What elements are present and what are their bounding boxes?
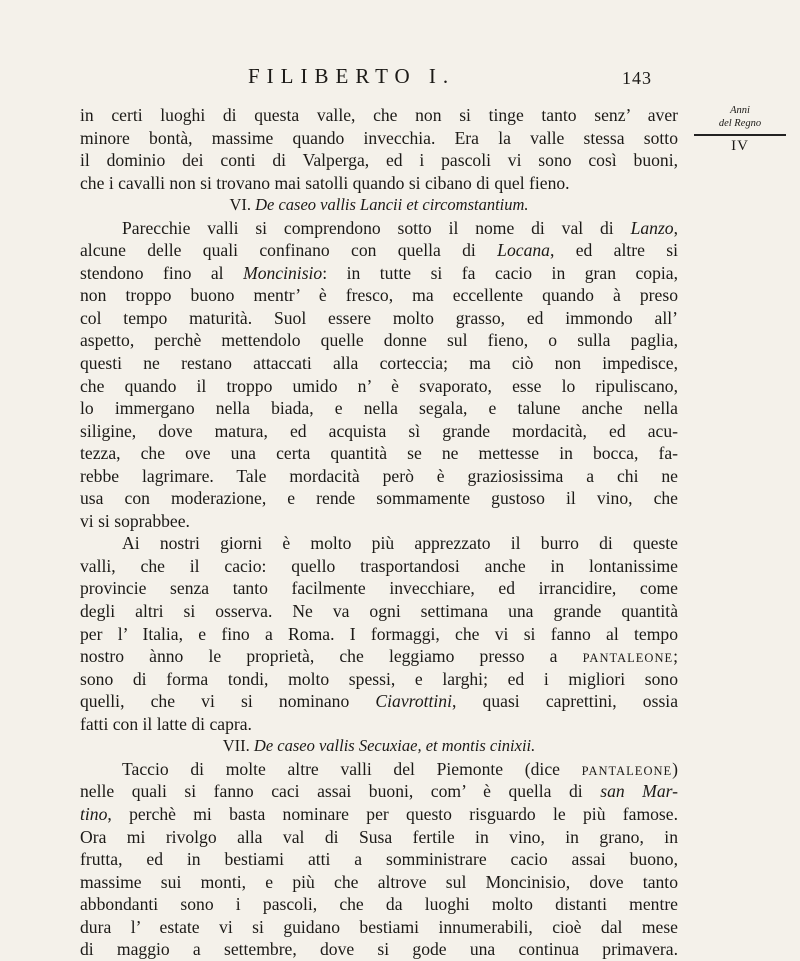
text-line: usa con moderazione, e rende sommamente gustoso il vino, che	[80, 488, 678, 509]
text-line: di maggio a settembre, dove si gode una continua primavera.	[80, 939, 678, 960]
margin-regnal-year: IV	[731, 138, 749, 154]
text-line: provincie senza tanto facilmente invecchiare, ed irrancidire, come	[80, 578, 678, 599]
text-line: che quando il troppo umido n’ è svaporato, esse lo ripuliscano,	[80, 375, 678, 396]
text-line: abbondanti sono i pascoli, che da luoghi molto distanti mentre	[80, 894, 678, 915]
text-line: vi si soprabbee.	[80, 510, 190, 531]
text-line: quelli, che vi si nominano Ciavrottini, quasi caprettini, ossia	[80, 691, 678, 712]
text-line: degli altri si osserva. Ne va ogni settimana una grande quantità	[80, 601, 678, 622]
text-line: il dominio dei conti di Valperga, ed i pascoli vi sono così buoni,	[80, 150, 678, 171]
text-line: per l’ Italia, e fino a Roma. I formaggi, che vi si fanno al tempo	[80, 623, 678, 644]
text-line: valli, che il cacio: quello trasportandosi anche in lontanissime	[80, 555, 678, 576]
text-line: siligine, dove matura, ed acquista sì grande mordacità, ed acu-	[80, 420, 678, 441]
text-line: tezza, che ove una certa quantità se ne mettesse in bocca, fa-	[80, 443, 678, 464]
section-heading: VI. De caseo vallis Lancii et circomstantium.	[229, 195, 529, 215]
text-line: lo immergano nella biada, e nella segala, e talune anche nella	[80, 398, 678, 419]
text-line: che i cavalli non si trovano mai satolli quando si cibano di quel fieno.	[80, 172, 570, 193]
text-line: alcune delle quali confinano con quella di Locana, ed altre si	[80, 240, 678, 261]
text-line: rebbe lagrimare. Tale mordacità però è graziosissima a chi ne	[80, 465, 678, 486]
text-line: minore bontà, massime quando invecchia. Era la valle stessa sotto	[80, 127, 678, 148]
text-line: fatti con il latte di capra.	[80, 713, 252, 734]
text-line: nostro ànno le proprietà, che leggiamo presso a PANTALEONE;	[80, 646, 678, 667]
margin-note-anni: Anni	[730, 105, 750, 116]
text-line: aspetto, perchè mettendolo quelle donne sul fieno, o sulla paglia,	[80, 330, 678, 351]
text-line: nelle quali si fanno caci assai buoni, com’ è quella di san Mar-	[80, 781, 678, 802]
text-line: frutta, ed in bestiami atti a somministrare cacio assai buono,	[80, 849, 678, 870]
text-line: Ai nostri giorni è molto più apprezzato il burro di queste	[122, 533, 678, 554]
text-line: tino, perchè mi basta nominare per questo risguardo le più famose.	[80, 803, 678, 824]
body-text	[80, 104, 678, 961]
text-line: in certi luoghi di questa valle, che non si tinge tanto senz’ aver	[80, 105, 678, 125]
text-line: stendono fino al Moncinisio: in tutte si fa cacio in gran copia,	[80, 262, 678, 283]
text-line: Parecchie valli si comprendono sotto il nome di val di Lanzo,	[122, 217, 678, 238]
text-line: sono di forma tondi, molto spessi, e larghi; ed i migliori sono	[80, 668, 678, 689]
margin-rule	[694, 134, 786, 136]
running-title: FILIBERTO I.	[248, 64, 456, 88]
margin-note-del-regno: del Regno	[718, 118, 762, 129]
text-line: dura l’ estate vi si guidano bestiami innumerabili, cioè dal mese	[80, 916, 678, 937]
text-line: Ora mi rivolgo alla val di Susa fertile in vino, in grano, in	[80, 826, 678, 847]
text-line: col tempo maturità. Suol essere molto grasso, ed immondo all’	[80, 307, 678, 328]
text-line: Taccio di molte altre valli del Piemonte (dice PANTALEONE)	[122, 758, 678, 779]
text-line: non troppo buono mentr’ è fresco, ma eccellente quando à preso	[80, 285, 678, 306]
text-line: massime sui monti, e più che altrove sul Moncinisio, dove tanto	[80, 871, 678, 892]
margin-note	[688, 104, 792, 153]
page-number: 143	[622, 68, 652, 88]
text-line: questi ne restano attaccati alla corteccia; ma ciò non impedisce,	[80, 353, 678, 374]
section-heading: VII. De caseo vallis Secuxiae, et montis cinixii.	[222, 736, 536, 756]
